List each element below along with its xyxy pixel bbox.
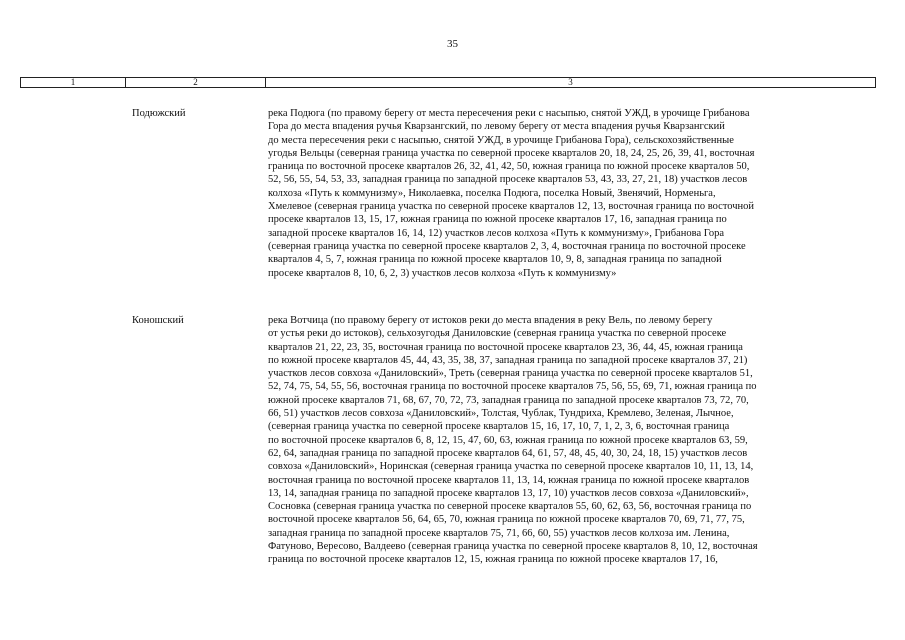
boundary-description	[268, 107, 874, 280]
text-line: южной просеке кварталов 71, 68, 67, 70, 72, 73, западная граница по западной просеке кварталов 73, 72, 70,	[268, 394, 749, 406]
page-number: 35	[447, 38, 458, 50]
column-number-2: 2	[126, 78, 266, 87]
column-number-1: 1	[21, 78, 126, 87]
text-line: западной просеке кварталов 16, 14, 12) участков лесов колхоза «Путь к коммунизму», Грибанова Гора	[268, 227, 725, 239]
text-line: колхоза «Путь к коммунизму», Николаевка, поселка Подюга, поселка Новый, Звенячий, Норменьга,	[268, 187, 716, 199]
text-line: по восточной просеке кварталов 6, 8, 12, 15, 47, 60, 63, южная граница по южной просеке кварталов 63, 59,	[268, 434, 748, 446]
text-line: 62, 64, западная граница по западной просеке кварталов 64, 61, 57, 48, 45, 40, 30, 24, 18, 15) участков лесов	[268, 447, 748, 459]
text-line: восточной просеке кварталов 56, 64, 65, 70, южная граница по южной просеке кварталов 70, 69, 71, 77, 75,	[268, 514, 745, 526]
text-line: до места пересечения реки с насыпью, снятой УЖД, в урочище Грибанова Гора), сельскохозяйственные	[268, 134, 734, 146]
text-line: Хмелевое (северная граница участка по северной просеке кварталов 12, 13, восточная граница по восточной	[268, 201, 755, 213]
boundary-description	[268, 314, 874, 567]
text-line: 52, 74, 75, 54, 55, 56, восточная граница по восточной просеке кварталов 75, 56, 55, 69, 71, южная граница по	[268, 381, 757, 393]
column-number-header	[20, 77, 876, 88]
text-line: просеке кварталов 13, 15, 17, южная граница по южной просеке кварталов 17, 16, западная граница по	[268, 214, 727, 226]
text-line: по южной просеке кварталов 45, 44, 43, 35, 38, 37, западная граница по западной просеке кварталов 37, 21)	[268, 354, 748, 366]
text-line: восточная граница по восточной просеке кварталов 11, 13, 14, южная граница по южной просеке кварталов	[268, 474, 750, 486]
text-line: Сосновка (северная граница участка по северной просеке кварталов 55, 60, 62, 63, 56, восточная граница по	[268, 501, 752, 513]
text-line: 13, 14, западная граница по западной просеке кварталов 13, 17, 10) участков лесов совхоза «Даниловский»,	[268, 487, 749, 499]
text-line: кварталов 21, 22, 23, 35, восточная граница по восточной просеке кварталов 23, 36, 44, 45, южная граница	[268, 341, 743, 353]
text-line: просеке кварталов 8, 10, 6, 2, 3) участков лесов колхоза «Путь к коммунизму»	[268, 267, 617, 279]
text-line: (северная граница участка по северной просеке кварталов 15, 16, 17, 10, 7, 1, 2, 3, 6, восточная граница	[268, 421, 730, 433]
district-name: Коношский	[132, 315, 184, 326]
text-line: Фатуново, Вересово, Валдеево (северная граница участка по северной просеке кварталов 8, 10, 12, восточная	[268, 541, 758, 553]
text-line: 52, 56, 55, 54, 53, 33, западная граница по западной просеке кварталов 53, 43, 33, 27, 21, 18) участков лесов	[268, 174, 748, 186]
column-number-3: 3	[568, 77, 573, 87]
text-line: Гора до места впадения ручья Кварзангский, по левому берегу от места впадения ручья Кварзангский	[268, 121, 725, 133]
text-line: граница по восточной просеке кварталов 12, 15, южная граница по южной просеке кварталов 17, 16,	[268, 554, 718, 566]
text-line: (северная граница участка по северной просеке кварталов 2, 3, 4, восточная граница по восточной просеке	[268, 240, 746, 252]
text-line: граница по восточной просеке кварталов 26, 32, 41, 42, 50, южная граница по южной просеке кварталов 50,	[268, 161, 750, 173]
text-line: участков лесов совхоза «Даниловский», Треть (северная граница участка по северной просеке кварталов 51,	[268, 368, 753, 380]
district-name: Подюжский	[132, 108, 186, 119]
text-line: река Вотчица (по правому берегу от истоков реки до места впадения в реку Вель, по левому берегу	[268, 315, 713, 326]
text-line: угодья Вельцы (северная граница участка по северной просеке кварталов 20, 18, 24, 25, 26, 39, 41, восточная	[268, 147, 755, 159]
text-line: кварталов 4, 5, 7, южная граница по южной просеке кварталов 10, 9, 8, западная граница по западной	[268, 254, 722, 266]
text-line: река Подюга (по правому берегу от места пересечения реки с насыпью, снятой УЖД, в урочище Грибанова	[268, 108, 750, 119]
text-line: совхоза «Даниловский», Норинская (северная граница участка по северной просеке кварталов 10, 11, 13, 14,	[268, 461, 754, 473]
text-line: от устья реки до истоков), сельхозугодья Даниловские (северная граница участка по северной просеке	[268, 328, 727, 340]
text-line: западная граница по западной просеке кварталов 75, 71, 66, 60, 55) участков лесов колхоза им. Ленина,	[268, 527, 730, 539]
text-line: 66, 51) участков лесов совхоза «Даниловский», Толстая, Чублак, Тундриха, Кремлево, Зеленая, Лычное,	[268, 408, 734, 420]
